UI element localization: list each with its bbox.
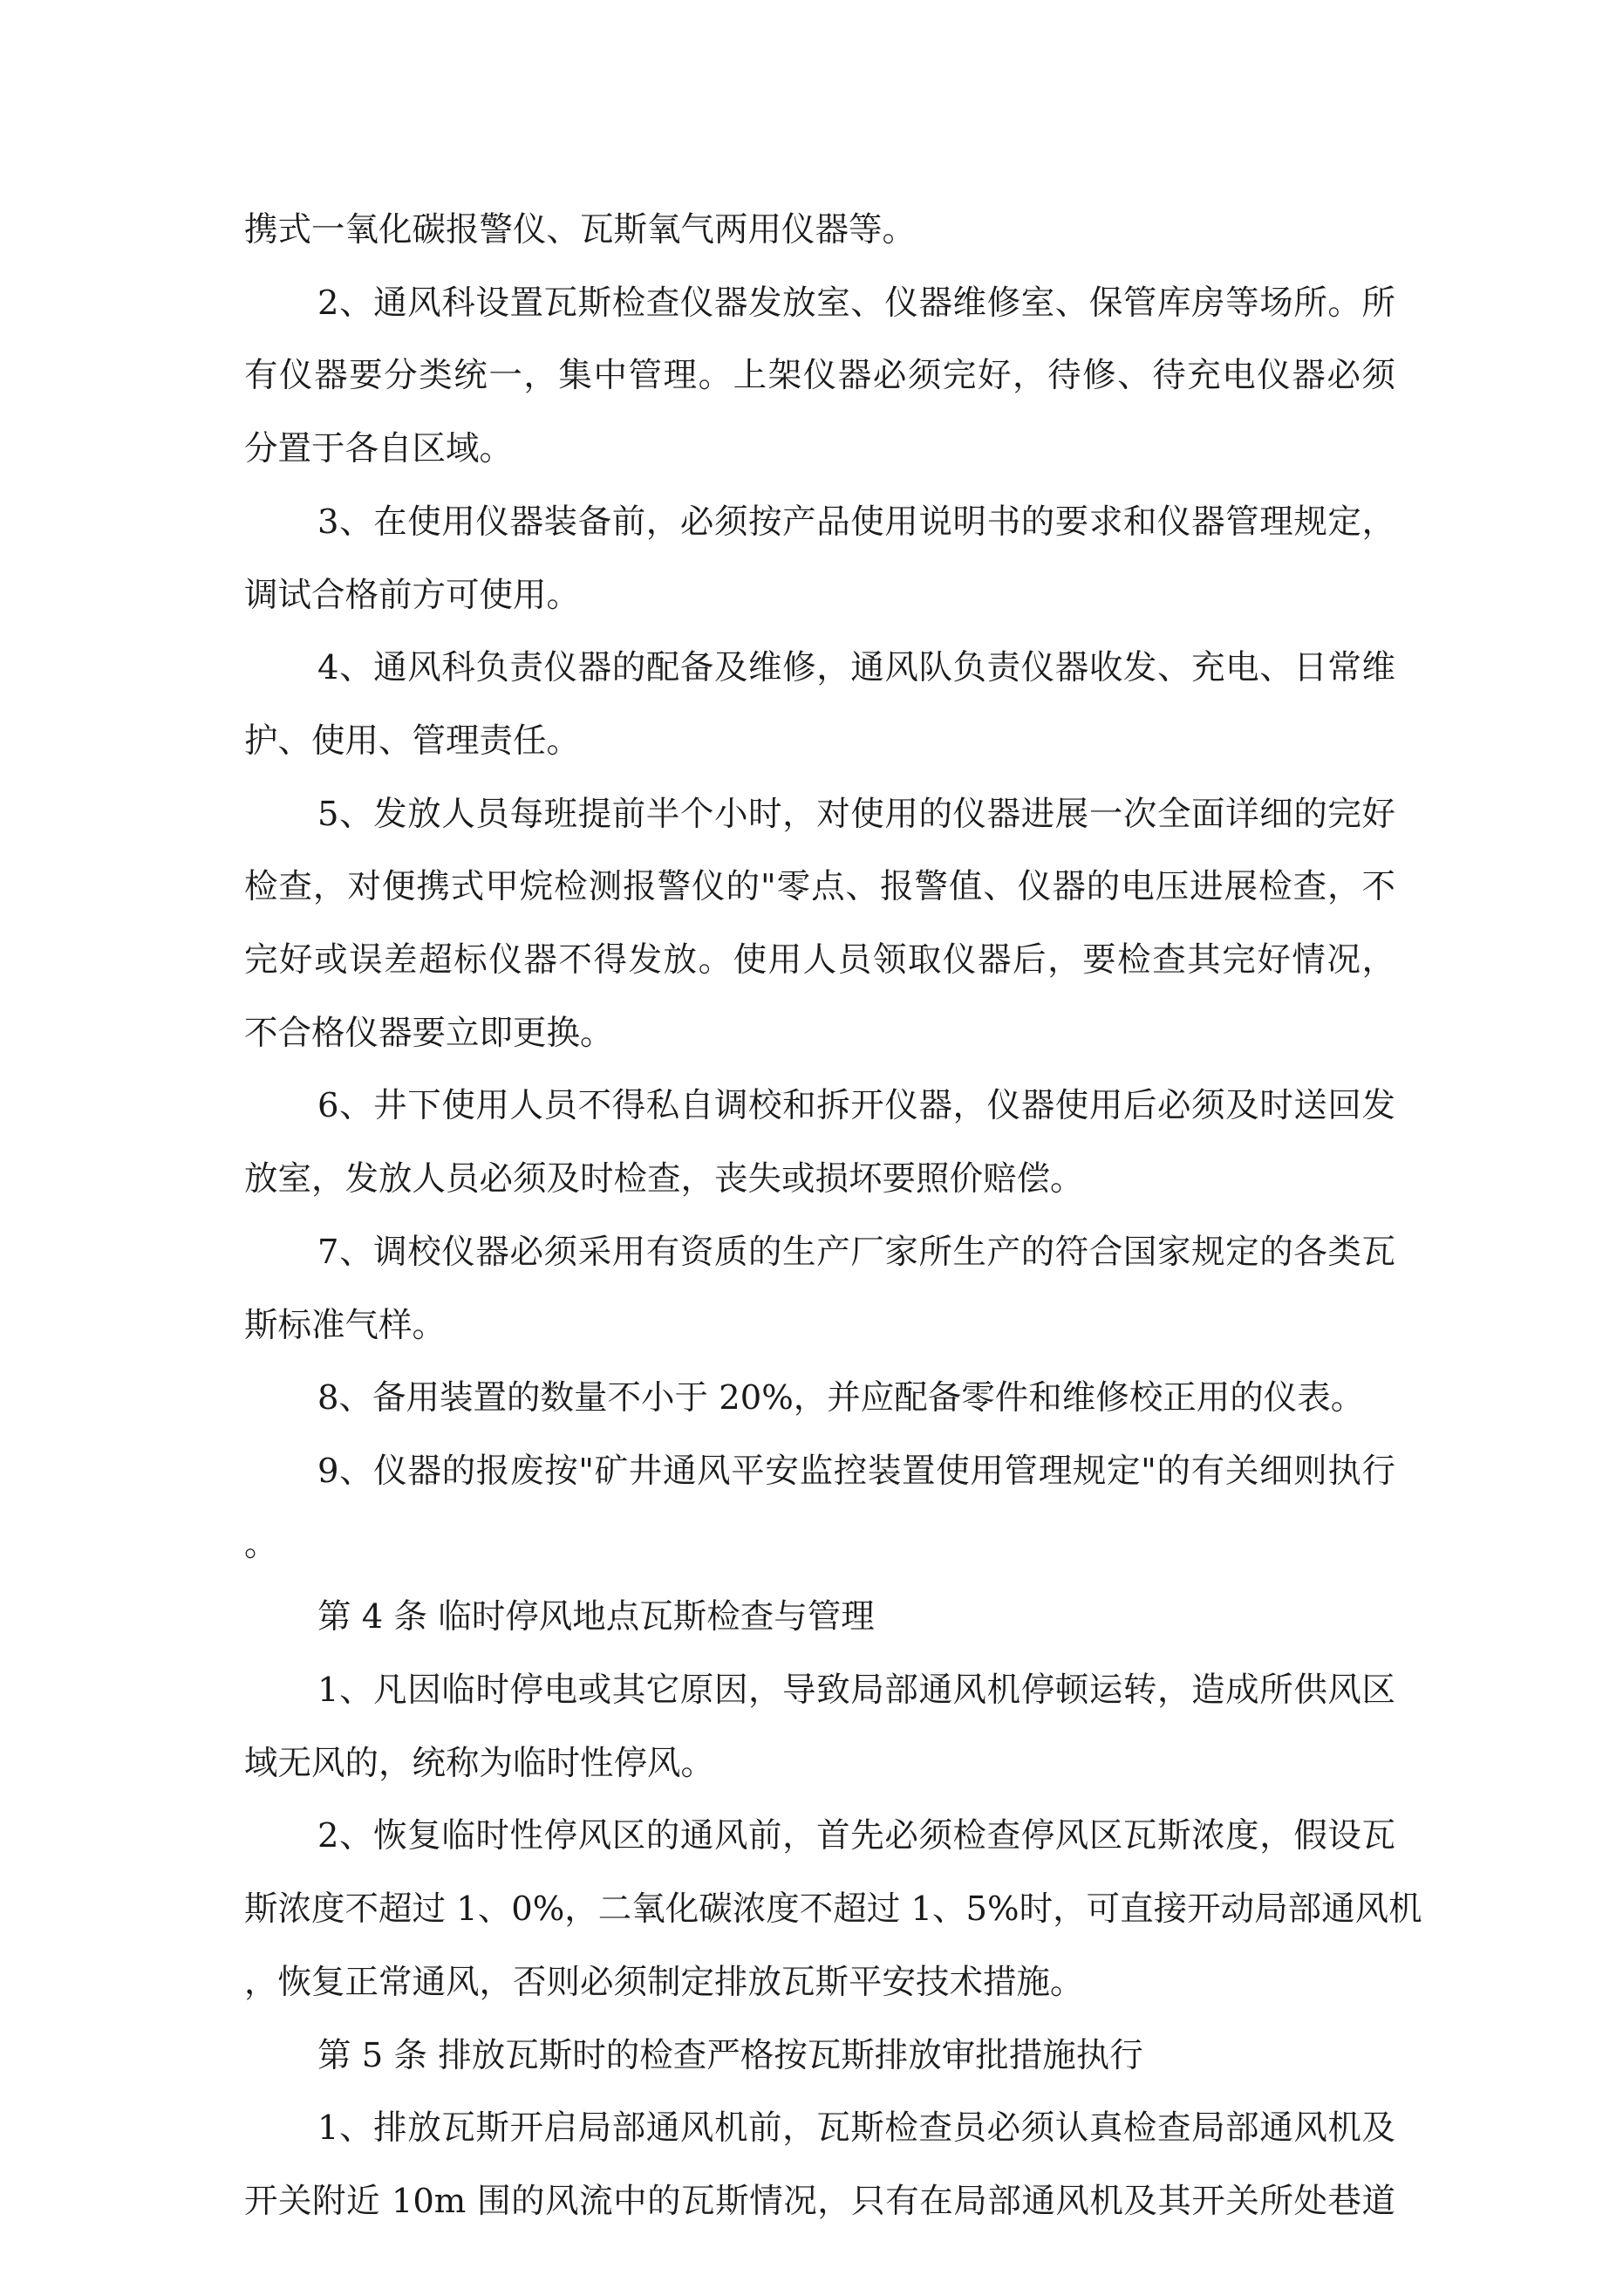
text-line: 5、发放人员每班提前半个小时，对使用的仪器进展一次全面详细的完好 bbox=[317, 794, 1395, 834]
text-line: 2、通风科设置瓦斯检查仪器发放室、仪器维修室、保管库房等场所。所 bbox=[317, 283, 1395, 323]
text-line: 调试合格前方可使用。 bbox=[244, 575, 581, 615]
text-line: 3、在使用仪器装备前，必须按产品使用说明书的要求和仪器管理规定， bbox=[317, 502, 1395, 542]
text-line: 斯浓度不超过 1、0%，二氧化碳浓度不超过 1、5%时，可直接开动局部通风机 bbox=[244, 1889, 1422, 1930]
text-line: 6、井下使用人员不得私自调校和拆开仪器，仪器使用后必须及时送回发 bbox=[317, 1086, 1395, 1126]
text-line: 9、仪器的报废按"矿井通风平安监控装置使用管理规定"的有关细则执行 bbox=[317, 1451, 1395, 1491]
text-line: 第 5 条 排放瓦斯时的检查严格按瓦斯排放审批措施执行 bbox=[317, 2035, 1143, 2075]
text-line: 护、使用、管理责任。 bbox=[244, 721, 581, 761]
text-line: 。 bbox=[244, 1524, 278, 1564]
text-line: 1、排放瓦斯开启局部通风机前，瓦斯检查员必须认真检查局部通风机及 bbox=[317, 2108, 1395, 2149]
document-body bbox=[244, 194, 1422, 2238]
text-line: 放室，发放人员必须及时检查，丧失或损坏要照价赔偿。 bbox=[244, 1159, 1084, 1199]
text-line: 有仪器要分类统一，集中管理。上架仪器必须完好，待修、待充电仪器必须 bbox=[244, 356, 1395, 396]
text-line: ，恢复正常通风，否则必须制定排放瓦斯平安技术措施。 bbox=[244, 1962, 1084, 2002]
text-line: 4、通风科负责仪器的配备及维修，通风队负责仪器收发、充电、日常维 bbox=[317, 648, 1395, 688]
text-line: 1、凡因临时停电或其它原因，导致局部通风机停顿运转，造成所供风区 bbox=[317, 1671, 1395, 1711]
text-line: 分置于各自区域。 bbox=[244, 429, 514, 469]
text-line: 8、备用装置的数量不小于 20%，并应配备零件和维修校正用的仪表。 bbox=[317, 1378, 1365, 1418]
text-line: 开关附近 10m 围的风流中的瓦斯情况，只有在局部通风机及其开关所处巷道 bbox=[244, 2181, 1395, 2221]
text-line: 不合格仪器要立即更换。 bbox=[244, 1013, 614, 1053]
text-line: 2、恢复临时性停风区的通风前，首先必须检查停风区瓦斯浓度，假设瓦 bbox=[317, 1816, 1395, 1856]
text-line: 第 4 条 临时停风地点瓦斯检查与管理 bbox=[317, 1597, 875, 1637]
text-line: 携式一氧化碳报警仪、瓦斯氧气两用仪器等。 bbox=[244, 210, 917, 249]
text-line: 完好或误差超标仪器不得发放。使用人员领取仪器后，要检查其完好情况， bbox=[244, 940, 1395, 981]
text-line: 7、调校仪器必须采用有资质的生产厂家所生产的符合国家规定的各类瓦 bbox=[317, 1232, 1395, 1272]
text-line: 检查，对便携式甲烷检测报警仪的"零点、报警值、仪器的电压进展检查，不 bbox=[244, 867, 1395, 907]
text-line: 斯标准气样。 bbox=[244, 1305, 447, 1345]
text-line: 域无风的，统称为临时性停风。 bbox=[244, 1743, 715, 1783]
